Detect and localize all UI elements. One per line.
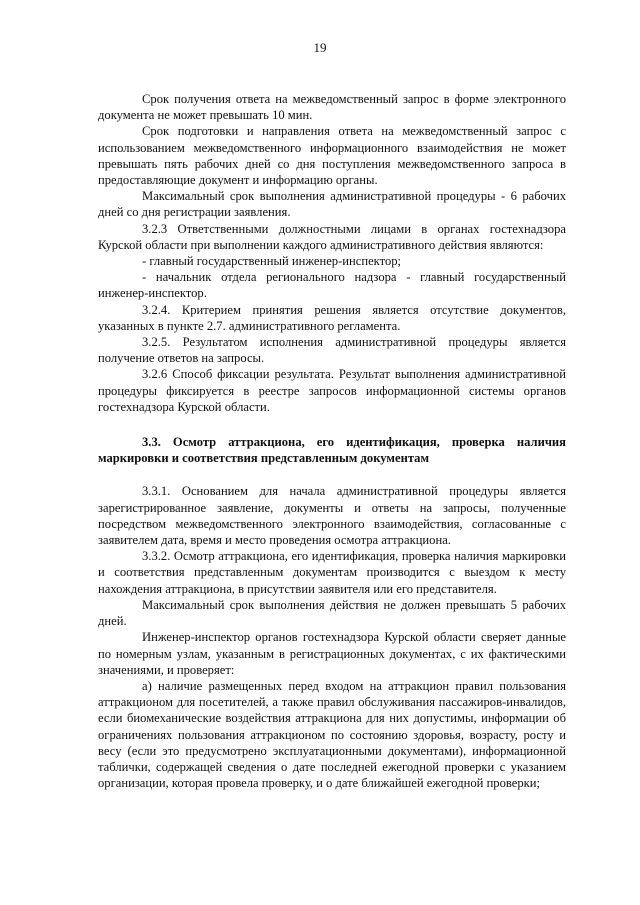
list-item-a: а) наличие размещенных перед входом на аттракцион правил пользования аттракционом для посетителей, а также правил обслуживания пассажиров-инвалидов, если биомеханические воздействия аттракциона для них допустимы, информации об ограничениях пользования аттракционом по состоянию здоровья, возрасту, росту и весу (если это предусмотрено эксплуатационными документами), информационной таблички, содержащей сведения о дате последней ежегодной проверки с указанием организации, которая провела проверку, и о дате ближайшей ежегодной проверки; — [98, 678, 566, 791]
paragraph-3-3-1: 3.3.1. Основанием для начала административной процедуры является зарегистрированное заявление, документы и ответы на запросы, полученные посредством межведомственного электронного взаимодействия, согласованные с заявителем дата, время и место проведения осмотра аттракциона. — [98, 484, 566, 548]
paragraph-inspector-checks: Инженер-инспектор органов гостехнадзора Курской области сверяет данные по номерным узлам, указанным в регистрационных документах, с их фактическими значениями, и проверяет: — [98, 630, 566, 677]
page-number: 19 — [313, 40, 327, 55]
document-body — [98, 91, 566, 791]
paragraph-3-2-4: 3.2.4. Критерием принятия решения является отсутствие документов, указанных в пункте 2.7. административного регламента. — [98, 302, 566, 333]
paragraph-3-2-3: 3.2.3 Ответственными должностными лицами в органах гостехнадзора Курской области при выполнении каждого административного действия являются: — [98, 221, 566, 252]
section-heading-3-3: 3.3. Осмотр аттракциона, его идентификация, проверка наличия маркировки и соответствия представленным документам — [98, 435, 566, 466]
paragraph-3-3-2: 3.3.2. Осмотр аттракциона, его идентификация, проверка наличия маркировки и соответствия представленным документам производится с выездом к месту нахождения аттракциона, в присутствии заявителя или его представителя. — [98, 549, 566, 596]
paragraph-3-2-6: 3.2.6 Способ фиксации результата. Результат выполнения административной процедуры фиксируется в реестре запросов информационной системы органов гостехнадзора Курской области. — [98, 367, 566, 414]
paragraph-preparation-deadline: Срок подготовки и направления ответа на межведомственный запрос с использованием межведомственного информационного взаимодействия не может превышать пять рабочих дней со дня поступления межведомственного запроса в предоставляющие документ и информацию органы. — [98, 124, 566, 188]
list-item-department-head: - начальник отдела регионального надзора - главный государственный инженер-инспектор. — [98, 270, 566, 301]
list-item-chief-inspector: - главный государственный инженер-инспектор; — [142, 254, 402, 269]
paragraph-max-duration: Максимальный срок выполнения административной процедуры - 6 рабочих дней со дня регистрации заявления. — [98, 189, 566, 220]
paragraph-max-action-duration: Максимальный срок выполнения действия не должен превышать 5 рабочих дней. — [98, 597, 566, 629]
paragraph-response-deadline: Срок получения ответа на межведомственный запрос в форме электронного документа не может превышать 10 мин. — [98, 92, 566, 123]
paragraph-3-2-5: 3.2.5. Результатом исполнения административной процедуры является получение ответов на запросы. — [98, 335, 566, 366]
